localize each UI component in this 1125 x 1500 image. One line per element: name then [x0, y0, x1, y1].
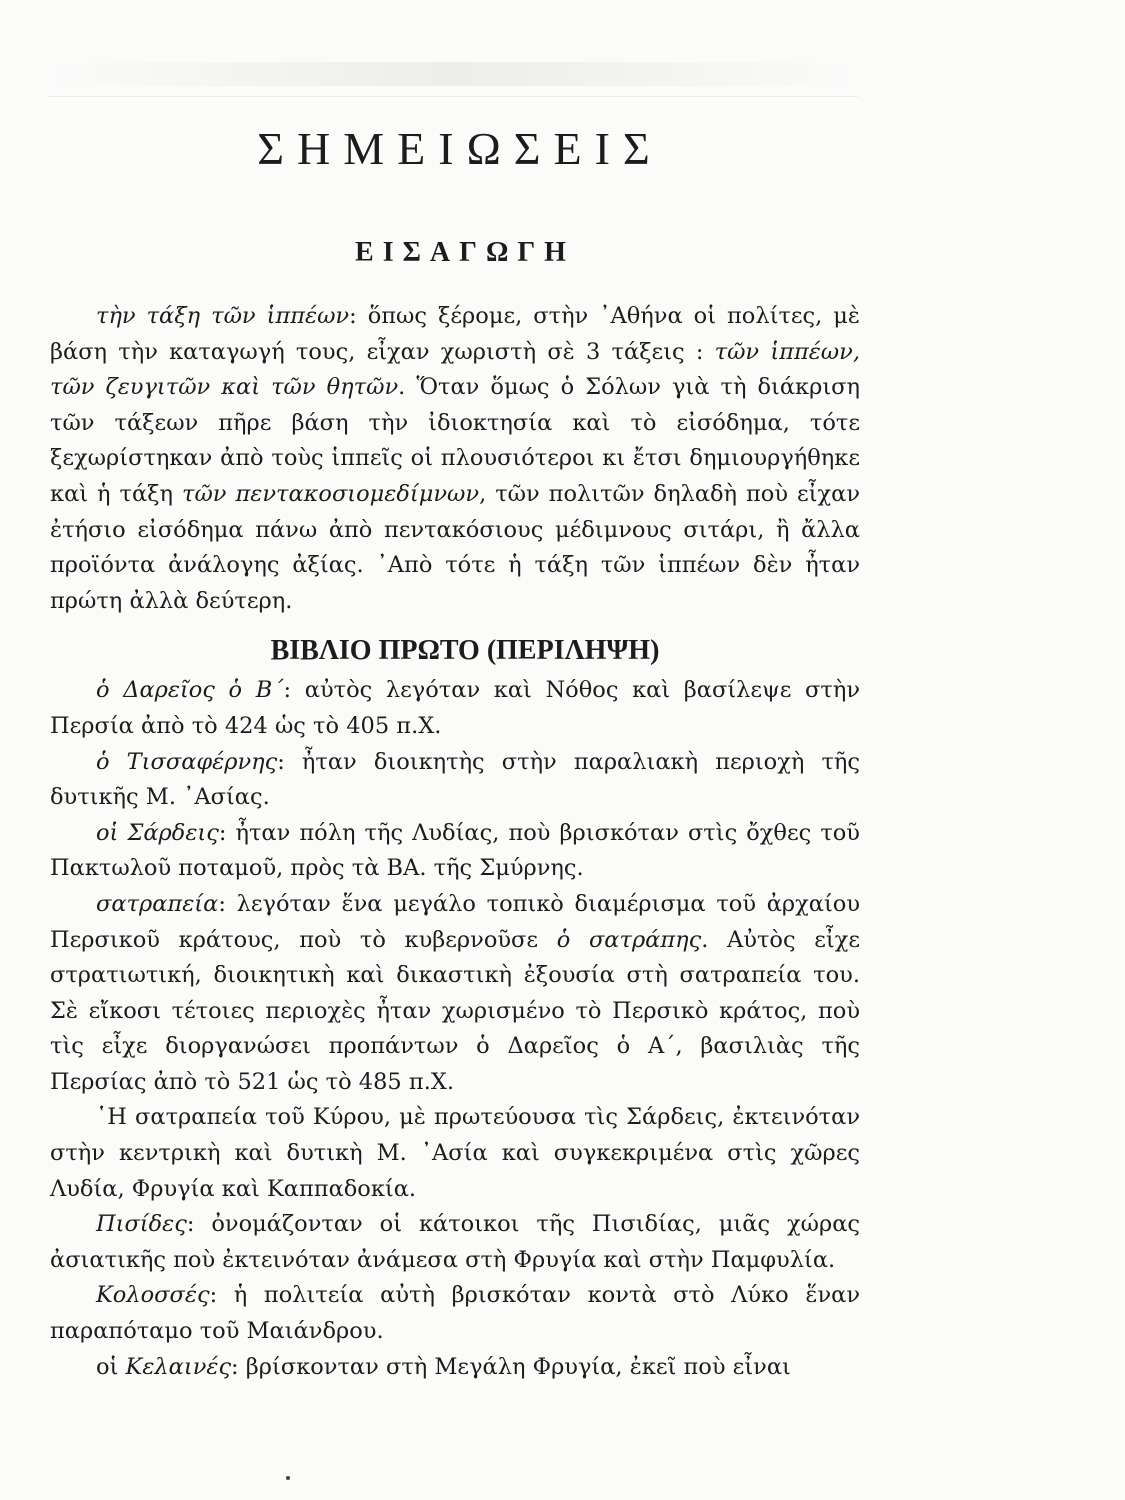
note-term: τὴν τάξη τῶν ἱππέων: [96, 303, 350, 329]
note-dareios: [50, 673, 860, 744]
note-kyros: [50, 1100, 860, 1207]
note-kolosses: [50, 1278, 860, 1349]
book-heading: ΒΙΒΛΙΟ ΠΡΩΤΟ (ΠΕΡΙΛΗΨΗ): [270, 635, 660, 667]
note-text: : λεγόταν ἕνα μεγάλο τοπικὸ διαμέρισμα τοῦ ἀρχαίου Περσικοῦ κράτους, ποὺ τὸ κυβερνοῦσε: [50, 890, 860, 953]
note-tissafernis: [50, 745, 860, 816]
note-term: τῶν πεντακοσιομεδίμνων: [182, 480, 480, 507]
note-text: : βρίσκονταν στὴ Μεγάλη Φρυγία, ἐκεῖ ποὺ εἶναι: [231, 1353, 791, 1380]
note-text: : ὀνομάζονταν οἱ κάτοικοι τῆς Πισιδίας, μιᾶς χώρας ἀσιατικῆς ποὺ ἐκτεινόταν ἀνάμεσα στὴ Φρυγία καὶ στὴν Παμφυλία.: [50, 1211, 860, 1273]
note-text: : ἡ πολιτεία αὐτὴ βρισκόταν κοντὰ στὸ Λύκο ἕναν παραπόταμο τοῦ Μαιάνδρου.: [50, 1282, 860, 1345]
note-text: : ἦταν διοικητὴς στὴν παραλιακὴ περιοχὴ τῆς δυτικῆς Μ. ᾿Ασίας.: [50, 748, 860, 811]
note-term: Κολοσσές: [96, 1282, 210, 1309]
page-title: ΣΗΜΕΙΩΣΕΙΣ: [257, 123, 663, 174]
note-satrapeia: [50, 887, 860, 1101]
note-sardeis: [50, 816, 860, 887]
note-text: : ὅπως ξέρομε, στὴν ᾿Αθήνα οἱ πολίτες, μὲ βάση τὴν καταγωγή τους, εἶχαν χωριστὴ σὲ 3 τάξεις :: [50, 303, 861, 365]
note-text: : αὐτὸς λεγόταν καὶ Νόθος καὶ βασίλεψε στὴν Περσία ἀπὸ τὸ 424 ὡς τὸ 405 π.Χ.: [50, 677, 861, 739]
note-text: , τῶν πολιτῶν δηλαδὴ ποὺ εἶχαν ἐτήσιο εἰσόδημα πάνω ἀπὸ πεντακόσιους μέδιμνους σιτάρι, ἢ ἄλλα προϊόντα ἀνάλογης ἀξίας. ᾿Απὸ τότε ἡ τάξη τῶν ἱππέων δὲν ἦταν πρώτη ἀλλὰ δεύτερη.: [50, 480, 860, 614]
note-term: ὁ Τισσαφέρνης: [96, 748, 278, 775]
note-term: τῶν ἱππέων, τῶν ζευγιτῶν καὶ τῶν θητῶν: [50, 338, 860, 401]
note-text: . Ὅταν ὅμως ὁ Σόλων γιὰ τὴ διάκριση τῶν τάξεων πῆρε βάση τὴν ἰδιοκτησία καὶ τὸ εἰσόδημα, τότε ξεχωρίστηκαν ἀπὸ τοὺς ἱππεῖς οἱ πλουσιότεροι κι ἔτσι δημιουργήθηκε καὶ ἡ τάξη: [50, 374, 861, 507]
note-text: ῾Η σατραπεία τοῦ Κύρου, μὲ πρωτεύουσα τὶς Σάρδεις, ἐκτεινόταν στὴν κεντρικὴ καὶ δυτικὴ Μ. ᾿Ασία καὶ συγκεκριμένα στὶς χῶρες Λυδία, Φρυγία καὶ Καππαδοκία.: [50, 1104, 860, 1202]
bleed-through-header: [48, 62, 858, 86]
note-term: Πισίδες: [96, 1211, 187, 1238]
note-kelaines: [50, 1350, 860, 1386]
section-title: ΕΙΣΑΓΩΓΗ: [355, 237, 575, 268]
note-text: : ἦταν πόλη τῆς Λυδίας, ποὺ βρισκόταν στὶς ὄχθες τοῦ Πακτωλοῦ ποταμοῦ, πρὸς τὰ ΒΑ. τῆς Σμύρνης.: [50, 819, 860, 882]
note-text: . Αὐτὸς εἶχε στρατιωτική, διοικητικὴ καὶ δικαστικὴ ἐξουσία στὴ σατραπεία του. Σὲ εἴκοσι τέτοιες περιοχὲς ἦταν χωρισμένο τὸ Περσικὸ κράτος, ποὺ τὶς εἶχε διοργανώσει προπάντων ὁ Δαρεῖος ὁ Α΄, βασιλιὰς τῆς Περσίας ἀπὸ τὸ 521 ὡς τὸ 485 π.Χ.: [50, 926, 860, 1095]
note-term: ὁ Δαρεῖος ὁ Β΄: [96, 677, 284, 704]
note-text: οἱ: [96, 1353, 126, 1380]
ink-speck: [286, 1476, 290, 1480]
notes-body: [50, 299, 860, 1385]
note-term: ὁ σατράπης: [556, 926, 702, 953]
note-term: οἱ Σάρδεις: [96, 819, 219, 846]
bleed-through-rule: [48, 96, 858, 97]
note-pisides: [50, 1207, 860, 1278]
note-term: σατραπεία: [96, 890, 219, 917]
note-ippeon: [50, 299, 860, 619]
note-term: Κελαινές: [125, 1353, 232, 1380]
page: [50, 110, 860, 1385]
